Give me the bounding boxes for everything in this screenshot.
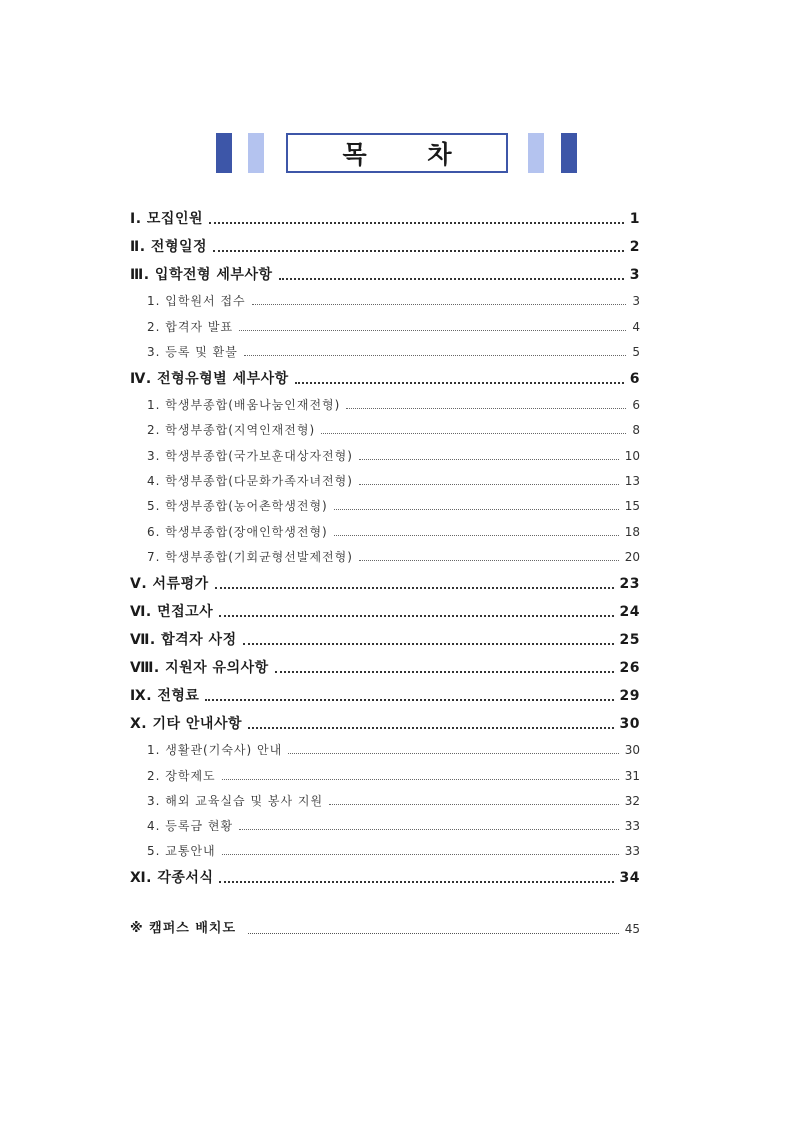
dot-leader: [252, 304, 627, 305]
toc-subsection[interactable]: [130, 314, 640, 339]
toc-section[interactable]: [130, 570, 640, 598]
toc-entry-label: 3. 학생부종합(국가보훈대상자전형): [147, 448, 353, 463]
toc-entry-page: 1: [629, 211, 640, 227]
toc-entry-page: 3: [632, 294, 640, 309]
dot-leader: [359, 459, 619, 460]
toc-entry-label: Ⅱ. 전형일정: [130, 239, 208, 255]
toc-entry-label: 2. 장학제도: [147, 768, 216, 783]
toc-entry-label: 1. 생활관(기숙사) 안내: [147, 743, 283, 758]
toc-entry-label: 2. 합격자 발표: [147, 319, 234, 334]
toc-entry-page: 13: [624, 474, 640, 489]
toc-subsection[interactable]: [130, 789, 640, 814]
toc-subsection[interactable]: [130, 545, 640, 570]
title-decor-dark-left: [216, 133, 232, 173]
toc-subsection[interactable]: [130, 289, 640, 314]
toc-subsection[interactable]: [130, 443, 640, 468]
toc-entry-label: Ⅰ. 모집인원: [130, 211, 203, 227]
toc-entry-label: Ⅶ. 합격자 사정: [130, 631, 237, 648]
dot-leader: [219, 615, 613, 617]
dot-leader: [359, 484, 619, 485]
toc-subsection[interactable]: [130, 418, 640, 443]
toc-section[interactable]: [130, 682, 640, 710]
toc-entry-label: Ⅸ. 전형료: [130, 687, 200, 704]
dot-leader: [295, 382, 624, 384]
dot-leader: [219, 881, 613, 883]
dot-leader: [213, 250, 624, 252]
toc-entry-page: 33: [624, 819, 640, 834]
toc-entry-label: 3. 등록 및 환불: [147, 344, 238, 359]
dot-leader: [334, 509, 619, 510]
toc-entry-page: 2: [629, 239, 640, 255]
toc-subsection[interactable]: [130, 519, 640, 544]
toc-section[interactable]: [130, 205, 640, 233]
toc-entry-label: 3. 해외 교육실습 및 봉사 지원: [147, 793, 324, 808]
title-decor-light-left: [248, 133, 264, 173]
dot-leader: [359, 560, 619, 561]
toc-entry-page: 30: [624, 743, 640, 758]
toc-subsection[interactable]: [130, 738, 640, 763]
toc-entry-label: ※ 캠퍼스 배치도: [130, 921, 237, 936]
toc-subsection[interactable]: [130, 763, 640, 788]
page-title-box: [286, 133, 508, 173]
toc-subsection[interactable]: [130, 469, 640, 494]
dot-leader: [209, 222, 624, 224]
toc-entry-page: 8: [632, 423, 640, 438]
dot-leader: [248, 933, 619, 934]
toc-entry-page: 3: [629, 267, 640, 283]
toc-entry-label: Ⅵ. 면접고사: [130, 603, 214, 620]
toc-entry-page: 34: [619, 870, 640, 887]
toc-entry-label: 2. 학생부종합(지역인재전형): [147, 423, 316, 438]
toc-entry-label: 7. 학생부종합(기회균형선발제전형): [147, 549, 353, 564]
toc-entry-label: 5. 교통안내: [147, 844, 216, 859]
toc-entry-page: 23: [619, 575, 640, 592]
toc-entry-label: 6. 학생부종합(장애인학생전형): [147, 524, 328, 539]
toc-entry-page: 18: [624, 524, 640, 539]
dot-leader: [222, 854, 619, 855]
toc-subsection[interactable]: [130, 494, 640, 519]
toc-section[interactable]: [130, 710, 640, 738]
toc-entry-label: 1. 학생부종합(배움나눔인재전형): [147, 398, 341, 413]
toc-entry-label: Ⅹ. 기타 안내사항: [130, 715, 243, 732]
toc-section[interactable]: [130, 864, 640, 892]
toc-entry-page: 4: [632, 319, 640, 334]
toc-entry-page: 32: [624, 793, 640, 808]
dot-leader: [215, 587, 614, 589]
toc-section[interactable]: [130, 626, 640, 654]
table-of-contents: [130, 205, 640, 892]
toc-entry-campus-map[interactable]: [130, 917, 640, 941]
toc-entry-label: 4. 학생부종합(다문화가족자녀전형): [147, 474, 353, 489]
dot-leader: [346, 408, 626, 409]
toc-entry-page: 33: [624, 844, 640, 859]
toc-entry-page: 5: [632, 344, 640, 359]
toc-subsection[interactable]: [130, 839, 640, 864]
toc-entry-page: 24: [619, 603, 640, 620]
dot-leader: [248, 727, 614, 729]
toc-entry-page: 10: [624, 448, 640, 463]
toc-entry-page: 25: [619, 631, 640, 648]
dot-leader: [321, 433, 626, 434]
dot-leader: [288, 753, 619, 754]
toc-section[interactable]: [130, 598, 640, 626]
toc-section[interactable]: [130, 654, 640, 682]
toc-subsection[interactable]: [130, 814, 640, 839]
dot-leader: [329, 804, 619, 805]
toc-entry-page: 20: [624, 549, 640, 564]
dot-leader: [243, 643, 614, 645]
dot-leader: [222, 779, 619, 780]
dot-leader: [275, 671, 614, 673]
toc-entry-page: 31: [624, 768, 640, 783]
toc-entry-page: 45: [624, 922, 640, 936]
toc-entry-page: 6: [629, 370, 640, 387]
dot-leader: [239, 829, 619, 830]
dot-leader: [205, 699, 613, 701]
toc-entry-label: Ⅷ. 지원자 유의사항: [130, 659, 269, 676]
toc-entry-label: 5. 학생부종합(농어촌학생전형): [147, 499, 328, 514]
toc-entry-label: Ⅳ. 전형유형별 세부사항: [130, 370, 289, 387]
dot-leader: [244, 355, 627, 356]
dot-leader: [279, 278, 624, 280]
toc-entry-page: 6: [632, 398, 640, 413]
toc-entry-label: 1. 입학원서 접수: [147, 294, 246, 309]
toc-entry-label: Ⅲ. 입학전형 세부사항: [130, 267, 273, 283]
toc-subsection[interactable]: [130, 393, 640, 418]
toc-subsection[interactable]: [130, 340, 640, 365]
toc-entry-page: 29: [619, 687, 640, 704]
toc-section[interactable]: [130, 261, 640, 289]
page-title: 목 차: [342, 140, 478, 169]
toc-entry-label: 4. 등록금 현황: [147, 819, 234, 834]
toc-entry-label: Ⅺ. 각종서식: [130, 870, 214, 887]
dot-leader: [334, 535, 619, 536]
title-decor-dark-right: [561, 133, 577, 173]
title-decor-light-right: [528, 133, 544, 173]
toc-section[interactable]: [130, 233, 640, 261]
toc-section[interactable]: [130, 365, 640, 393]
title-bar: [0, 133, 793, 173]
toc-entry-page: 26: [619, 659, 640, 676]
dot-leader: [239, 330, 626, 331]
toc-entry-page: 15: [624, 499, 640, 514]
toc-entry-label: Ⅴ. 서류평가: [130, 575, 209, 592]
toc-entry-page: 30: [619, 715, 640, 732]
